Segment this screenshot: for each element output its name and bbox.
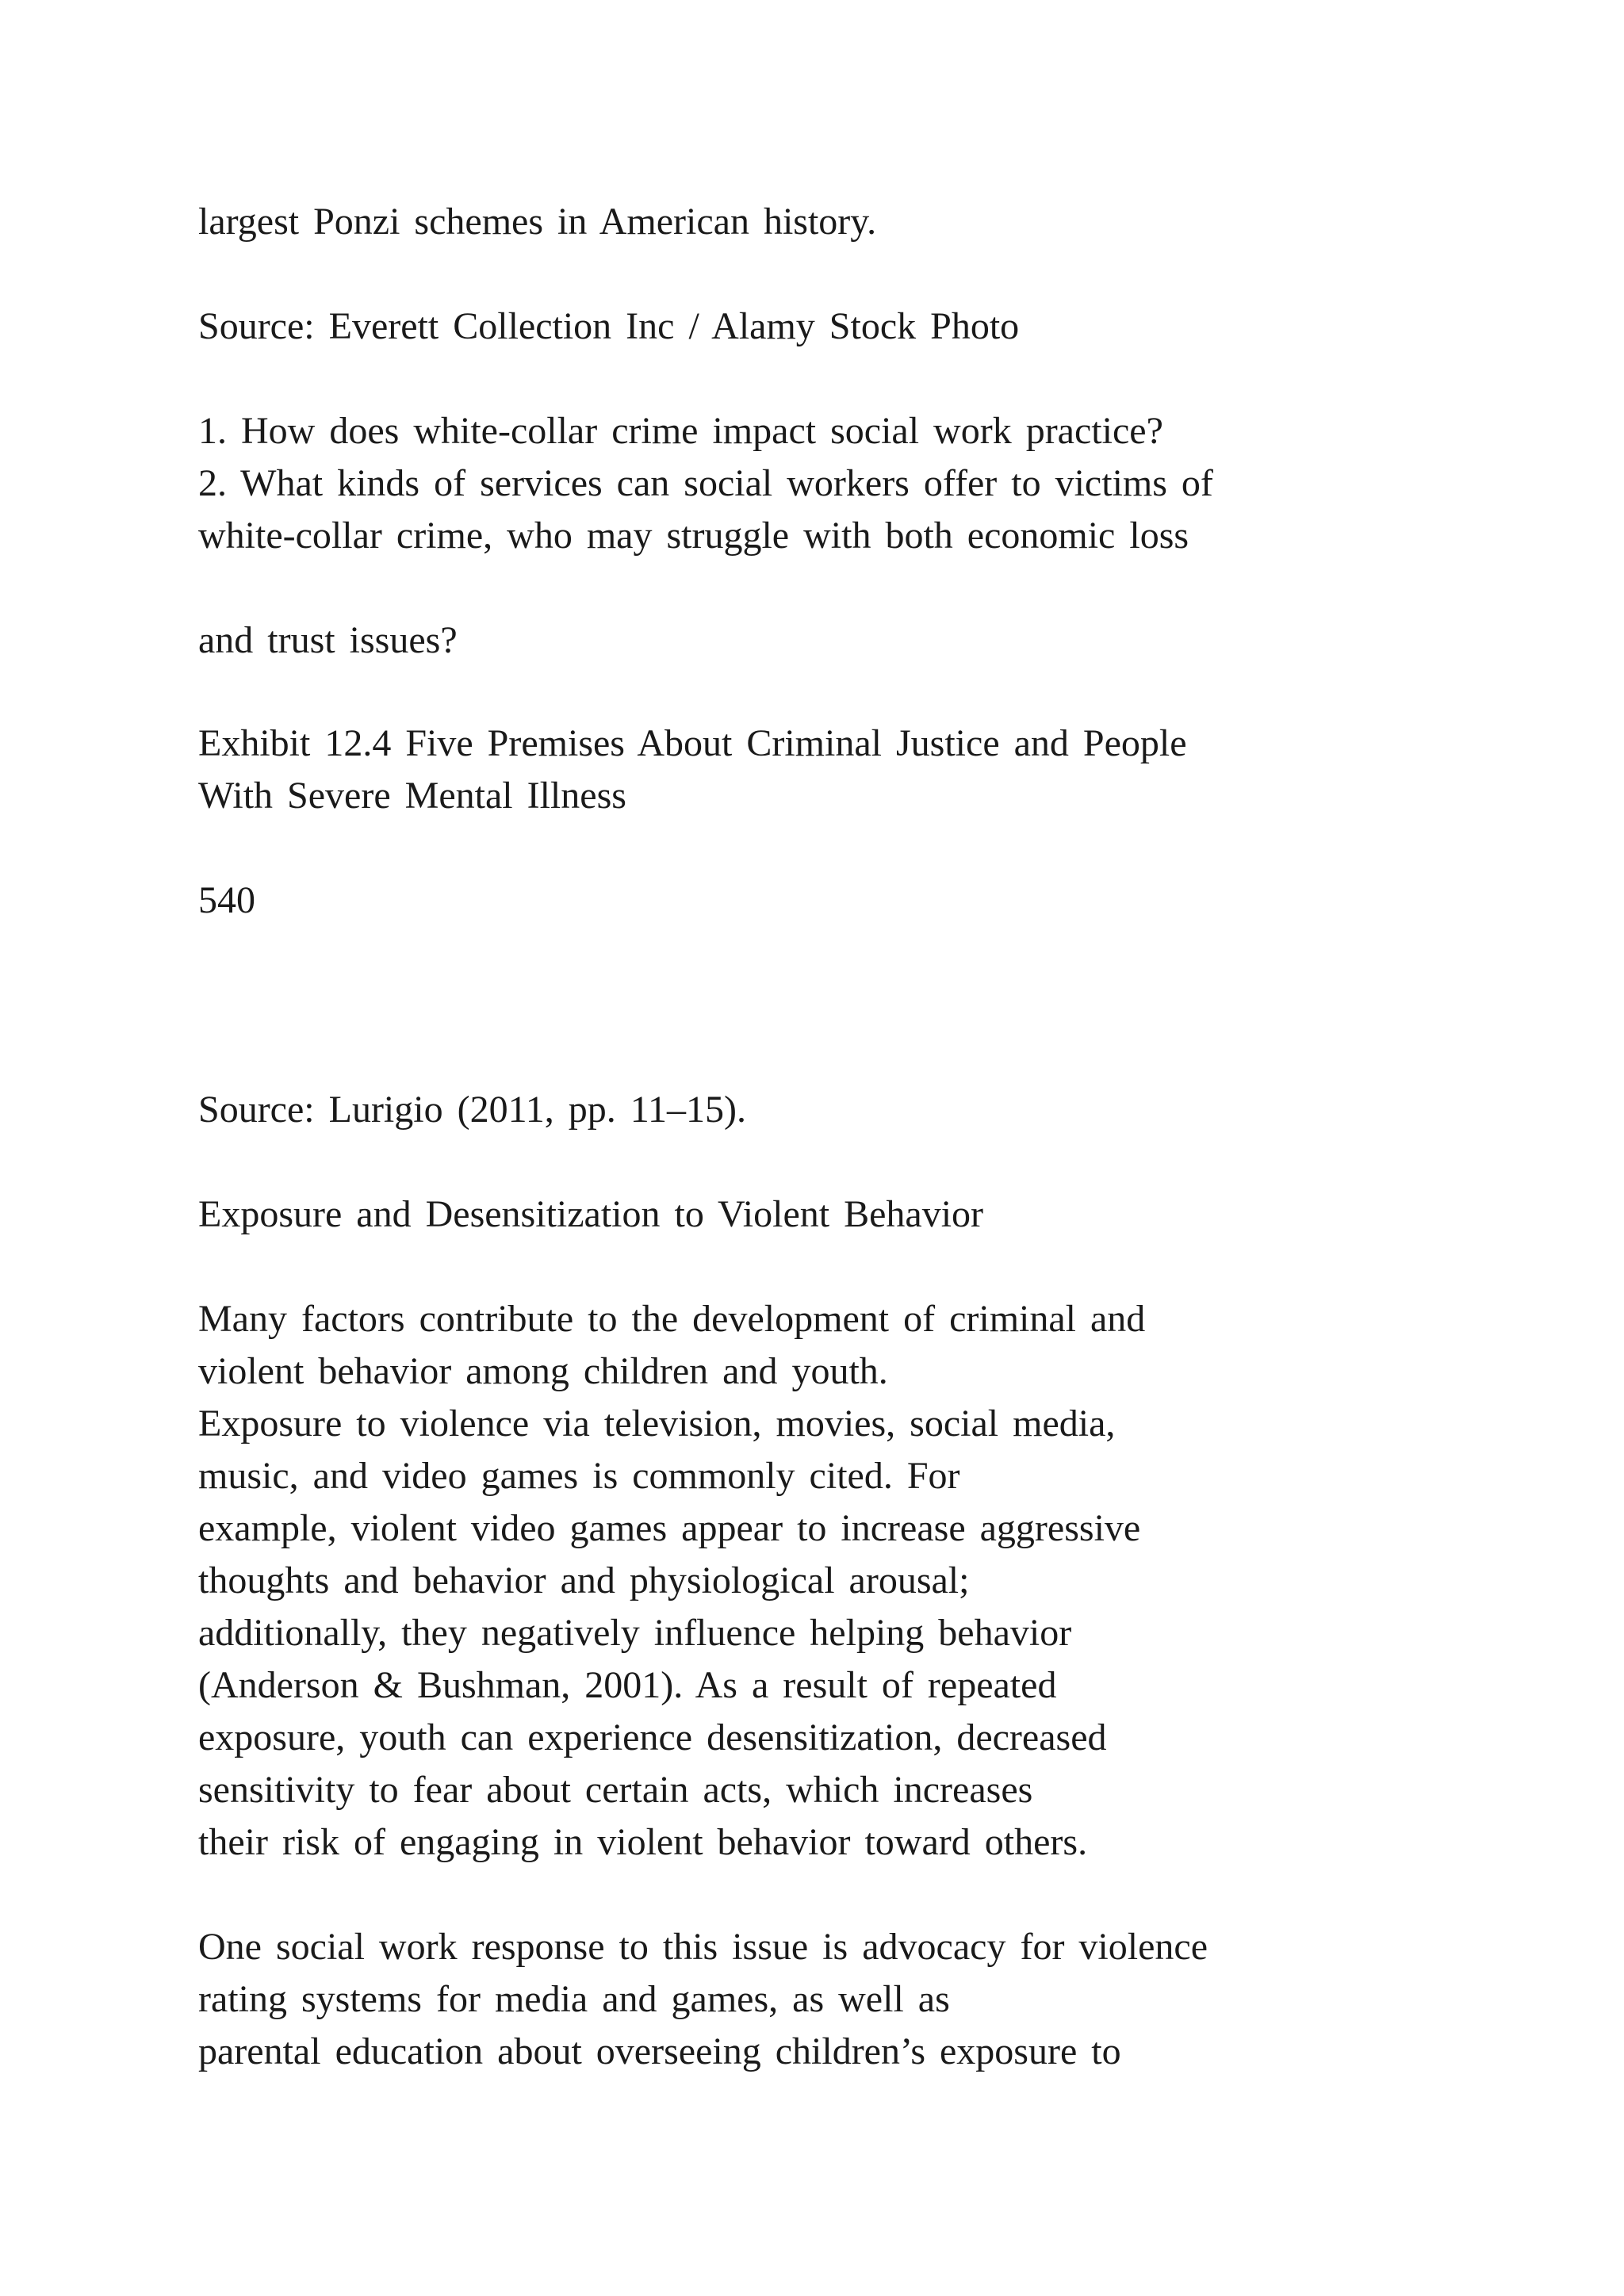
exhibit-caption-line: With Severe Mental Illness bbox=[198, 775, 626, 817]
question-2-line: 2. What kinds of services can social workers offer to victims of bbox=[198, 462, 1213, 504]
paragraph-line: parental education about overseeing children’s exposure to bbox=[198, 2030, 1121, 2072]
exhibit-caption-line: Exhibit 12.4 Five Premises About Criminal Justice and People bbox=[198, 722, 1187, 764]
paragraph-line: their risk of engaging in violent behavior toward others. bbox=[198, 1821, 1088, 1863]
section-heading: Exposure and Desensitization to Violent Behavior bbox=[198, 1193, 984, 1235]
paragraph-line: thoughts and behavior and physiological arousal; bbox=[198, 1559, 970, 1601]
paragraph-line: example, violent video games appear to increase aggressive bbox=[198, 1507, 1141, 1549]
paragraph-line: Many factors contribute to the development of criminal and bbox=[198, 1298, 1146, 1340]
paragraph-line: One social work response to this issue is advocacy for violence bbox=[198, 1926, 1208, 1968]
photo-source-line: Source: Everett Collection Inc / Alamy Stock Photo bbox=[198, 305, 1020, 347]
paragraph-line: (Anderson & Bushman, 2001). As a result of repeated bbox=[198, 1664, 1057, 1706]
paragraph-line: additionally, they negatively influence helping behavior bbox=[198, 1612, 1072, 1654]
text-line: white-collar crime, who may struggle with both economic loss bbox=[198, 515, 1189, 557]
paragraph-line: Exposure to violence via television, movies, social media, bbox=[198, 1402, 1116, 1445]
paragraph-line: sensitivity to fear about certain acts, which increases bbox=[198, 1769, 1033, 1811]
exhibit-source-line: Source: Lurigio (2011, pp. 11–15). bbox=[198, 1089, 747, 1131]
text-line: and trust issues? bbox=[198, 619, 458, 661]
text-line: largest Ponzi schemes in American history. bbox=[198, 201, 877, 243]
paragraph-line: violent behavior among children and youth. bbox=[198, 1350, 888, 1392]
paragraph-line: exposure, youth can experience desensitization, decreased bbox=[198, 1716, 1107, 1758]
paragraph-line: music, and video games is commonly cited. For bbox=[198, 1455, 960, 1497]
paragraph-line: rating systems for media and games, as well as bbox=[198, 1978, 950, 2020]
page-number: 540 bbox=[198, 879, 255, 921]
question-1-line: 1. How does white-collar crime impact social work practice? bbox=[198, 410, 1163, 452]
